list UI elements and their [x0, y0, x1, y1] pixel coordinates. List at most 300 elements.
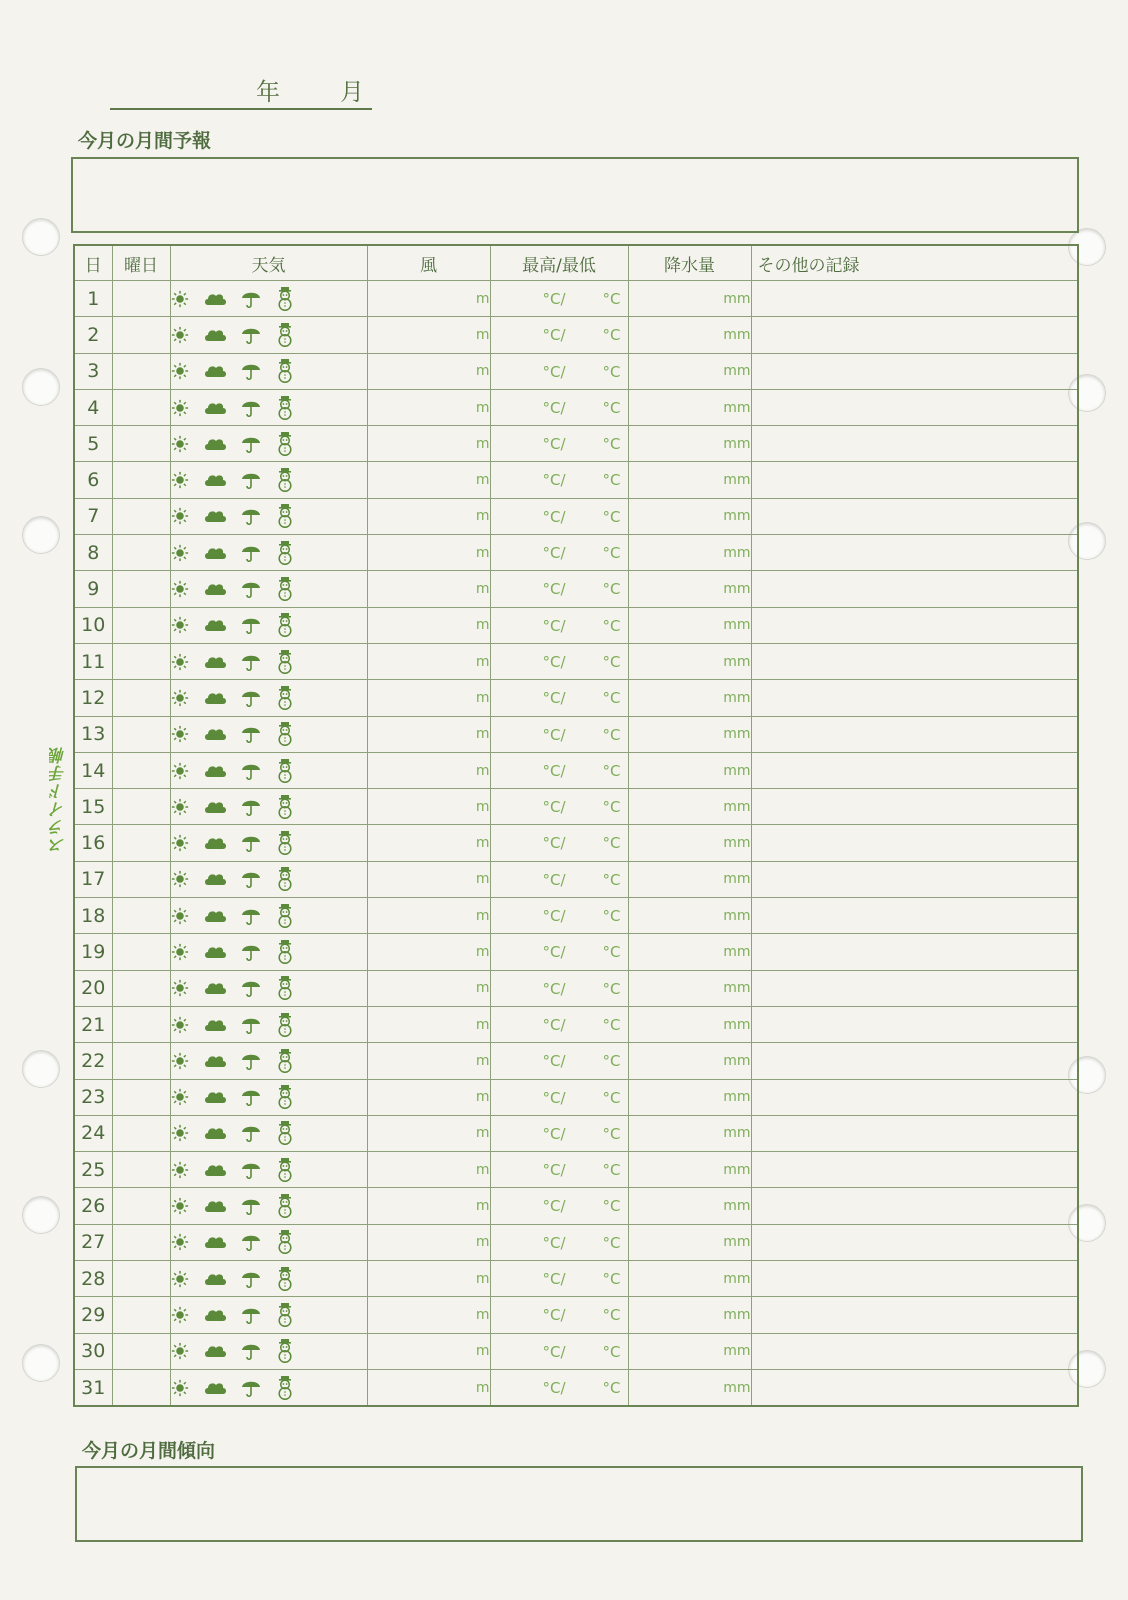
weekday-cell[interactable] — [112, 389, 170, 425]
cloud-icon[interactable] — [203, 1159, 241, 1178]
weekday-cell[interactable] — [112, 1079, 170, 1115]
temp-cell[interactable] — [490, 825, 628, 861]
weekday-cell[interactable] — [112, 498, 170, 534]
table-row — [74, 934, 1078, 970]
temp-cell[interactable] — [490, 317, 628, 353]
other-record-cell[interactable] — [751, 353, 1078, 389]
snowman-icon[interactable] — [275, 796, 309, 815]
weekday-cell[interactable] — [112, 934, 170, 970]
snowman-icon[interactable] — [275, 978, 309, 997]
umbrella-icon[interactable] — [241, 1268, 275, 1287]
wind-cell[interactable] — [367, 426, 490, 462]
umbrella-icon[interactable] — [241, 506, 275, 525]
umbrella-icon[interactable] — [241, 651, 275, 670]
temp-cell[interactable] — [490, 1188, 628, 1224]
table-row — [74, 1297, 1078, 1333]
sun-icon[interactable] — [171, 1050, 203, 1069]
other-record-cell[interactable] — [751, 535, 1078, 571]
cloud-icon[interactable] — [203, 905, 241, 924]
temp-cell[interactable] — [490, 752, 628, 788]
weekday-cell[interactable] — [112, 680, 170, 716]
temp-cell[interactable] — [490, 607, 628, 643]
weather-icons-cell — [170, 353, 367, 389]
wind-cell[interactable] — [367, 680, 490, 716]
snowman-icon[interactable] — [275, 1196, 309, 1215]
rain-unit: mm — [723, 290, 751, 307]
umbrella-icon[interactable] — [241, 1341, 275, 1360]
temp-cell[interactable] — [490, 643, 628, 679]
temp-cell[interactable] — [490, 281, 628, 317]
cloud-icon[interactable] — [203, 1087, 241, 1106]
other-record-cell[interactable] — [751, 1188, 1078, 1224]
other-record-cell[interactable] — [751, 643, 1078, 679]
sun-icon[interactable] — [171, 796, 203, 815]
cloud-icon[interactable] — [203, 941, 241, 960]
day-number: 22 — [74, 1043, 112, 1079]
other-record-cell[interactable] — [751, 898, 1078, 934]
rain-cell[interactable] — [628, 752, 751, 788]
wind-unit: m — [475, 472, 490, 489]
cloud-icon[interactable] — [203, 724, 241, 743]
umbrella-icon[interactable] — [241, 397, 275, 416]
rain-cell[interactable] — [628, 462, 751, 498]
wind-cell[interactable] — [367, 607, 490, 643]
other-record-cell[interactable] — [751, 716, 1078, 752]
day-number: 13 — [74, 716, 112, 752]
snowman-icon[interactable] — [275, 397, 309, 416]
rain-cell[interactable] — [628, 825, 751, 861]
umbrella-icon[interactable] — [241, 615, 275, 634]
wind-cell[interactable] — [367, 281, 490, 317]
temp-cell[interactable] — [490, 389, 628, 425]
wind-cell[interactable] — [367, 317, 490, 353]
temp-cell[interactable] — [490, 1079, 628, 1115]
trend-box[interactable] — [75, 1466, 1083, 1542]
temp-cell[interactable] — [490, 498, 628, 534]
wind-cell[interactable] — [367, 571, 490, 607]
snowman-icon[interactable] — [275, 1268, 309, 1287]
wind-cell[interactable] — [367, 716, 490, 752]
cloud-icon[interactable] — [203, 506, 241, 525]
temp-cell[interactable] — [490, 353, 628, 389]
sun-icon[interactable] — [171, 470, 203, 489]
sun-icon[interactable] — [171, 615, 203, 634]
weekday-cell[interactable] — [112, 1224, 170, 1260]
umbrella-icon[interactable] — [241, 833, 275, 852]
temp-cell[interactable] — [490, 426, 628, 462]
sun-icon[interactable] — [171, 1087, 203, 1106]
snowman-icon[interactable] — [275, 687, 309, 706]
wind-cell[interactable] — [367, 1224, 490, 1260]
snowman-icon[interactable] — [275, 1050, 309, 1069]
day-number: 15 — [74, 789, 112, 825]
temp-cell[interactable] — [490, 1115, 628, 1151]
other-record-cell[interactable] — [751, 1079, 1078, 1115]
wind-cell[interactable] — [367, 934, 490, 970]
snowman-icon[interactable] — [275, 1232, 309, 1251]
sun-icon[interactable] — [171, 361, 203, 380]
other-record-cell[interactable] — [751, 1369, 1078, 1406]
umbrella-icon[interactable] — [241, 941, 275, 960]
cloud-icon[interactable] — [203, 288, 241, 307]
weekday-cell[interactable] — [112, 1006, 170, 1042]
rain-cell[interactable] — [628, 1043, 751, 1079]
other-record-cell[interactable] — [751, 317, 1078, 353]
table-row — [74, 571, 1078, 607]
snowman-icon[interactable] — [275, 433, 309, 452]
temp-cell[interactable] — [490, 861, 628, 897]
cloud-icon[interactable] — [203, 796, 241, 815]
rain-cell[interactable] — [628, 1297, 751, 1333]
rain-cell[interactable] — [628, 1261, 751, 1297]
other-record-cell[interactable] — [751, 789, 1078, 825]
rain-cell[interactable] — [628, 426, 751, 462]
sun-icon[interactable] — [171, 687, 203, 706]
day-number: 11 — [74, 643, 112, 679]
table-row — [74, 970, 1078, 1006]
cloud-icon[interactable] — [203, 361, 241, 380]
temp-cell[interactable] — [490, 1297, 628, 1333]
other-record-cell[interactable] — [751, 389, 1078, 425]
rain-cell[interactable] — [628, 571, 751, 607]
cloud-icon[interactable] — [203, 978, 241, 997]
other-record-cell[interactable] — [751, 970, 1078, 1006]
weekday-cell[interactable] — [112, 426, 170, 462]
sun-icon[interactable] — [171, 1304, 203, 1323]
sun-icon[interactable] — [171, 724, 203, 743]
cloud-icon[interactable] — [203, 1268, 241, 1287]
rain-cell[interactable] — [628, 789, 751, 825]
other-record-cell[interactable] — [751, 462, 1078, 498]
sun-icon[interactable] — [171, 905, 203, 924]
umbrella-icon[interactable] — [241, 869, 275, 888]
rain-cell[interactable] — [628, 1188, 751, 1224]
other-record-cell[interactable] — [751, 1043, 1078, 1079]
cloud-icon[interactable] — [203, 579, 241, 598]
weekday-cell[interactable] — [112, 317, 170, 353]
weekday-cell[interactable] — [112, 752, 170, 788]
weekday-cell[interactable] — [112, 1261, 170, 1297]
weekday-cell[interactable] — [112, 1115, 170, 1151]
temp-cell[interactable] — [490, 680, 628, 716]
temp-cell[interactable] — [490, 934, 628, 970]
cloud-icon[interactable] — [203, 1123, 241, 1142]
umbrella-icon[interactable] — [241, 1304, 275, 1323]
cloud-icon[interactable] — [203, 397, 241, 416]
wind-cell[interactable] — [367, 643, 490, 679]
temp-cell[interactable] — [490, 1152, 628, 1188]
day-number: 8 — [74, 535, 112, 571]
wind-cell[interactable] — [367, 789, 490, 825]
snowman-icon[interactable] — [275, 288, 309, 307]
weekday-cell[interactable] — [112, 1152, 170, 1188]
temp-cell[interactable] — [490, 789, 628, 825]
weekday-cell[interactable] — [112, 281, 170, 317]
wind-cell[interactable] — [367, 462, 490, 498]
cloud-icon[interactable] — [203, 1232, 241, 1251]
other-record-cell[interactable] — [751, 934, 1078, 970]
umbrella-icon[interactable] — [241, 978, 275, 997]
weekday-cell[interactable] — [112, 970, 170, 1006]
temp-cell[interactable] — [490, 535, 628, 571]
umbrella-icon[interactable] — [241, 1123, 275, 1142]
year-month-field[interactable] — [110, 64, 372, 110]
rain-cell[interactable] — [628, 607, 751, 643]
other-record-cell[interactable] — [751, 426, 1078, 462]
other-record-cell[interactable] — [751, 1224, 1078, 1260]
sun-icon[interactable] — [171, 288, 203, 307]
temp-cell[interactable] — [490, 462, 628, 498]
wind-cell[interactable] — [367, 898, 490, 934]
cloud-icon[interactable] — [203, 869, 241, 888]
other-record-cell[interactable] — [751, 1152, 1078, 1188]
rain-cell[interactable] — [628, 1369, 751, 1406]
other-record-cell[interactable] — [751, 1261, 1078, 1297]
rain-cell[interactable] — [628, 1115, 751, 1151]
temp-high-unit: °C/ — [542, 544, 566, 563]
cloud-icon[interactable] — [203, 470, 241, 489]
weekday-cell[interactable] — [112, 462, 170, 498]
umbrella-icon[interactable] — [241, 470, 275, 489]
umbrella-icon[interactable] — [241, 687, 275, 706]
rain-cell[interactable] — [628, 1152, 751, 1188]
rain-cell[interactable] — [628, 281, 751, 317]
umbrella-icon[interactable] — [241, 324, 275, 343]
weekday-cell[interactable] — [112, 643, 170, 679]
day-number: 17 — [74, 861, 112, 897]
umbrella-icon[interactable] — [241, 724, 275, 743]
table-row — [74, 607, 1078, 643]
sun-icon[interactable] — [171, 651, 203, 670]
snowman-icon[interactable] — [275, 1304, 309, 1323]
cloud-icon[interactable] — [203, 1050, 241, 1069]
weekday-cell[interactable] — [112, 607, 170, 643]
other-record-cell[interactable] — [751, 861, 1078, 897]
binder-hole — [22, 1344, 60, 1382]
snowman-icon[interactable] — [275, 324, 309, 343]
umbrella-icon[interactable] — [241, 579, 275, 598]
rain-cell[interactable] — [628, 643, 751, 679]
umbrella-icon[interactable] — [241, 1014, 275, 1033]
snowman-icon[interactable] — [275, 1377, 309, 1396]
rain-cell[interactable] — [628, 970, 751, 1006]
other-record-cell[interactable] — [751, 281, 1078, 317]
weekday-cell[interactable] — [112, 1333, 170, 1369]
rain-cell[interactable] — [628, 1333, 751, 1369]
wind-cell[interactable] — [367, 1006, 490, 1042]
umbrella-icon[interactable] — [241, 1377, 275, 1396]
umbrella-icon[interactable] — [241, 796, 275, 815]
wind-cell[interactable] — [367, 1079, 490, 1115]
rain-cell[interactable] — [628, 389, 751, 425]
rain-cell[interactable] — [628, 1079, 751, 1115]
snowman-icon[interactable] — [275, 361, 309, 380]
wind-cell[interactable] — [367, 970, 490, 1006]
umbrella-icon[interactable] — [241, 542, 275, 561]
other-record-cell[interactable] — [751, 825, 1078, 861]
other-record-cell[interactable] — [751, 1297, 1078, 1333]
sun-icon[interactable] — [171, 324, 203, 343]
weekday-cell[interactable] — [112, 571, 170, 607]
cloud-icon[interactable] — [203, 1377, 241, 1396]
umbrella-icon[interactable] — [241, 1196, 275, 1215]
snowman-icon[interactable] — [275, 724, 309, 743]
temp-cell[interactable] — [490, 571, 628, 607]
temp-cell[interactable] — [490, 1224, 628, 1260]
umbrella-icon[interactable] — [241, 905, 275, 924]
sun-icon[interactable] — [171, 1014, 203, 1033]
cloud-icon[interactable] — [203, 760, 241, 779]
wind-cell[interactable] — [367, 353, 490, 389]
weekday-cell[interactable] — [112, 825, 170, 861]
cloud-icon[interactable] — [203, 1196, 241, 1215]
temp-cell[interactable] — [490, 970, 628, 1006]
wind-cell[interactable] — [367, 1152, 490, 1188]
snowman-icon[interactable] — [275, 941, 309, 960]
wind-cell[interactable] — [367, 389, 490, 425]
sun-icon[interactable] — [171, 542, 203, 561]
rain-cell[interactable] — [628, 353, 751, 389]
temp-cell[interactable] — [490, 1043, 628, 1079]
forecast-box[interactable] — [71, 157, 1079, 233]
cloud-icon[interactable] — [203, 687, 241, 706]
snowman-icon[interactable] — [275, 542, 309, 561]
wind-cell[interactable] — [367, 498, 490, 534]
other-record-cell[interactable] — [751, 1006, 1078, 1042]
wind-cell[interactable] — [367, 861, 490, 897]
rain-cell[interactable] — [628, 680, 751, 716]
snowman-icon[interactable] — [275, 1341, 309, 1360]
umbrella-icon[interactable] — [241, 760, 275, 779]
sun-icon[interactable] — [171, 397, 203, 416]
umbrella-icon[interactable] — [241, 1159, 275, 1178]
rain-cell[interactable] — [628, 498, 751, 534]
snowman-icon[interactable] — [275, 506, 309, 525]
umbrella-icon[interactable] — [241, 1087, 275, 1106]
sun-icon[interactable] — [171, 941, 203, 960]
other-record-cell[interactable] — [751, 571, 1078, 607]
wind-cell[interactable] — [367, 1261, 490, 1297]
other-record-cell[interactable] — [751, 498, 1078, 534]
other-record-cell[interactable] — [751, 752, 1078, 788]
sun-icon[interactable] — [171, 1196, 203, 1215]
temp-cell[interactable] — [490, 716, 628, 752]
weekday-cell[interactable] — [112, 1188, 170, 1224]
day-number: 23 — [74, 1079, 112, 1115]
sun-icon[interactable] — [171, 833, 203, 852]
other-record-cell[interactable] — [751, 680, 1078, 716]
wind-cell[interactable] — [367, 1043, 490, 1079]
sun-icon[interactable] — [171, 869, 203, 888]
cloud-icon[interactable] — [203, 542, 241, 561]
weekday-cell[interactable] — [112, 353, 170, 389]
weekday-cell[interactable] — [112, 716, 170, 752]
cloud-icon[interactable] — [203, 651, 241, 670]
temp-cell[interactable] — [490, 1369, 628, 1406]
sun-icon[interactable] — [171, 760, 203, 779]
weekday-cell[interactable] — [112, 1043, 170, 1079]
sun-icon[interactable] — [171, 978, 203, 997]
rain-cell[interactable] — [628, 535, 751, 571]
cloud-icon[interactable] — [203, 833, 241, 852]
temp-cell[interactable] — [490, 1333, 628, 1369]
weekday-cell[interactable] — [112, 789, 170, 825]
weekday-cell[interactable] — [112, 898, 170, 934]
snowman-icon[interactable] — [275, 1014, 309, 1033]
weekday-cell[interactable] — [112, 1297, 170, 1333]
cloud-icon[interactable] — [203, 1304, 241, 1323]
rain-cell[interactable] — [628, 1006, 751, 1042]
snowman-icon[interactable] — [275, 833, 309, 852]
umbrella-icon[interactable] — [241, 361, 275, 380]
sun-icon[interactable] — [171, 1341, 203, 1360]
sun-icon[interactable] — [171, 1159, 203, 1178]
weekday-cell[interactable] — [112, 1369, 170, 1406]
snowman-icon[interactable] — [275, 651, 309, 670]
wind-cell[interactable] — [367, 1297, 490, 1333]
snowman-icon[interactable] — [275, 905, 309, 924]
sun-icon[interactable] — [171, 1232, 203, 1251]
umbrella-icon[interactable] — [241, 1232, 275, 1251]
wind-cell[interactable] — [367, 1333, 490, 1369]
weekday-cell[interactable] — [112, 535, 170, 571]
snowman-icon[interactable] — [275, 1123, 309, 1142]
snowman-icon[interactable] — [275, 470, 309, 489]
umbrella-icon[interactable] — [241, 1050, 275, 1069]
wind-cell[interactable] — [367, 535, 490, 571]
sun-icon[interactable] — [171, 1268, 203, 1287]
sun-icon[interactable] — [171, 433, 203, 452]
rain-cell[interactable] — [628, 861, 751, 897]
temp-cell[interactable] — [490, 1006, 628, 1042]
rain-cell[interactable] — [628, 934, 751, 970]
sun-icon[interactable] — [171, 506, 203, 525]
umbrella-icon[interactable] — [241, 288, 275, 307]
wind-cell[interactable] — [367, 752, 490, 788]
cloud-icon[interactable] — [203, 1014, 241, 1033]
snowman-icon[interactable] — [275, 869, 309, 888]
snowman-icon[interactable] — [275, 1159, 309, 1178]
wind-cell[interactable] — [367, 825, 490, 861]
cloud-icon[interactable] — [203, 1341, 241, 1360]
snowman-icon[interactable] — [275, 760, 309, 779]
cloud-icon[interactable] — [203, 433, 241, 452]
cloud-icon[interactable] — [203, 615, 241, 634]
cloud-icon[interactable] — [203, 324, 241, 343]
wind-cell[interactable] — [367, 1115, 490, 1151]
other-record-cell[interactable] — [751, 607, 1078, 643]
wind-cell[interactable] — [367, 1188, 490, 1224]
temp-cell[interactable] — [490, 1261, 628, 1297]
umbrella-icon[interactable] — [241, 433, 275, 452]
rain-cell[interactable] — [628, 317, 751, 353]
sun-icon[interactable] — [171, 1377, 203, 1396]
weekday-cell[interactable] — [112, 861, 170, 897]
sun-icon[interactable] — [171, 579, 203, 598]
other-record-cell[interactable] — [751, 1115, 1078, 1151]
wind-cell[interactable] — [367, 1369, 490, 1406]
rain-cell[interactable] — [628, 898, 751, 934]
other-record-cell[interactable] — [751, 1333, 1078, 1369]
rain-cell[interactable] — [628, 716, 751, 752]
snowman-icon[interactable] — [275, 615, 309, 634]
temp-cell[interactable] — [490, 898, 628, 934]
temp-high-unit: °C/ — [542, 943, 566, 962]
rain-cell[interactable] — [628, 1224, 751, 1260]
snowman-icon[interactable] — [275, 579, 309, 598]
snowman-icon[interactable] — [275, 1087, 309, 1106]
sun-icon[interactable] — [171, 1123, 203, 1142]
